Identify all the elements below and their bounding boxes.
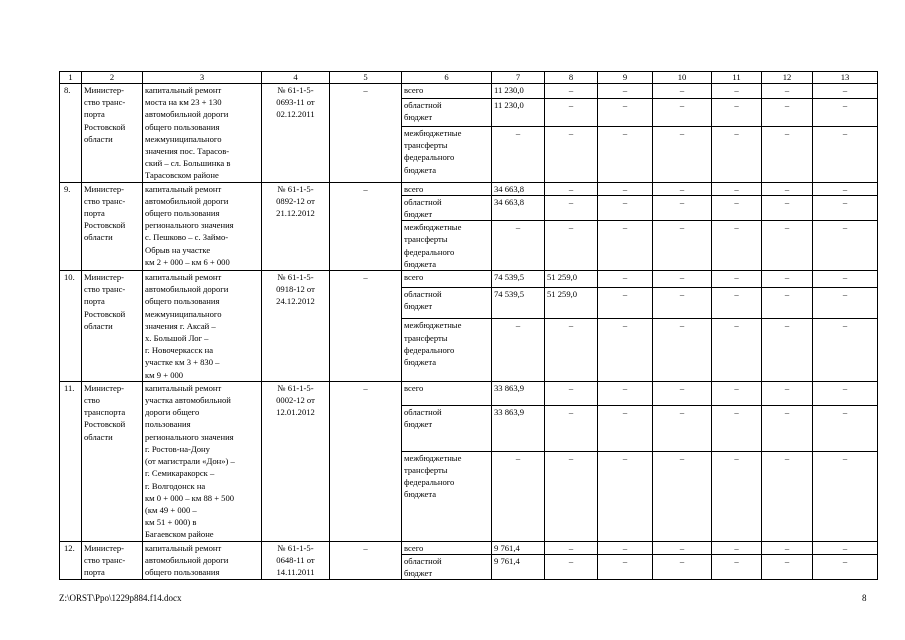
document-line: 0892-12 от — [276, 195, 315, 206]
amount-cell: – — [813, 182, 878, 195]
table-row — [60, 381, 878, 405]
funding-source-line: всего — [404, 85, 424, 95]
work-line: с. Пешково – с. Займо- — [145, 232, 229, 243]
work-line: регионального значения — [145, 431, 234, 442]
ministry-cell — [82, 381, 143, 541]
work-line: Тарасовском районе — [145, 170, 219, 181]
ministry-line: ство — [84, 395, 100, 406]
amount-cell: 34 663,8 — [492, 182, 545, 195]
work-line: км 2 + 000 – км 6 + 000 — [145, 256, 230, 267]
amount-cell: – — [492, 319, 545, 381]
column-number-cell: 12 — [762, 72, 813, 84]
ministry-line: транспорта — [84, 407, 126, 418]
work-line: участка автомобильной — [145, 395, 231, 406]
work-description-cell — [143, 541, 262, 580]
amount-cell: – — [813, 451, 878, 541]
amount-cell: – — [545, 182, 598, 195]
amount-cell: – — [712, 221, 762, 271]
funding-source-cell — [402, 84, 492, 99]
funding-source-line: областной — [404, 406, 442, 417]
amount-cell: – — [712, 319, 762, 381]
column-number-row — [60, 72, 878, 84]
item-number-cell: 9. — [60, 182, 82, 270]
funding-source-line: трансферты — [404, 332, 448, 343]
column-5-cell: – — [330, 541, 402, 580]
ministry-line: области — [84, 431, 113, 442]
amount-cell: – — [653, 287, 712, 319]
funding-source-line: бюджет — [404, 567, 433, 578]
work-line: х. Большой Лог – — [145, 333, 209, 344]
item-number-cell: 10. — [60, 271, 82, 382]
funding-source-cell — [402, 319, 492, 381]
amount-cell: – — [762, 84, 813, 99]
amount-cell: – — [545, 84, 598, 99]
amount-cell: – — [653, 182, 712, 195]
amount-cell: – — [712, 451, 762, 541]
funding-source-cell — [402, 541, 492, 554]
amount-cell: – — [762, 405, 813, 451]
amount-cell: – — [653, 554, 712, 579]
ministry-line: порта — [84, 109, 105, 120]
work-line: общего пользования — [145, 296, 220, 307]
amount-cell: – — [762, 195, 813, 220]
funding-source-cell — [402, 127, 492, 183]
work-description-cell — [143, 271, 262, 382]
amount-cell: – — [762, 541, 813, 554]
amount-cell: – — [653, 195, 712, 220]
funding-source-line: федерального — [404, 344, 455, 355]
work-line: капитальный ремонт — [145, 542, 222, 553]
column-number-cell: 2 — [82, 72, 143, 84]
table-row — [60, 541, 878, 554]
amount-cell: 11 230,0 — [492, 98, 545, 126]
amount-cell: – — [545, 195, 598, 220]
ministry-line: Ростовской — [84, 308, 126, 319]
document-line: № 61-1-5- — [277, 272, 314, 283]
item-number-cell: 8. — [60, 84, 82, 183]
file-path: Z:\ORST\Ppo\1229p884.f14.docx — [59, 593, 182, 603]
column-number-cell: 1 — [60, 72, 82, 84]
work-line: км 9 + 000 — [145, 369, 184, 380]
ministry-line: ство транс- — [84, 195, 126, 206]
document-line: 0693-11 от — [276, 97, 315, 108]
ministry-line: области — [84, 232, 113, 243]
funding-source-cell — [402, 381, 492, 405]
table-row — [60, 84, 878, 99]
work-line: км 51 + 000) в — [145, 517, 197, 528]
document-line: 0648-11 от — [276, 554, 315, 565]
work-line: капитальный ремонт — [145, 272, 222, 283]
work-line: автомобильной дороги — [145, 109, 229, 120]
funding-source-cell — [402, 195, 492, 220]
funding-source-line: бюджет — [404, 418, 433, 429]
amount-cell: – — [545, 319, 598, 381]
work-line: капитальный ремонт — [145, 382, 222, 393]
work-line: участке км 3 + 830 – — [145, 357, 220, 368]
column-number-cell: 3 — [143, 72, 262, 84]
column-number-cell: 7 — [492, 72, 545, 84]
amount-cell: – — [712, 554, 762, 579]
amount-cell: – — [598, 195, 653, 220]
work-line: г. Семикаракорск – — [145, 468, 215, 479]
page-number: 8 — [862, 593, 867, 603]
amount-cell: – — [712, 381, 762, 405]
work-line: общего пользования — [145, 121, 220, 132]
amount-cell: – — [762, 98, 813, 126]
work-line: г. Ростов-на-Дону — [145, 443, 210, 454]
amount-cell: – — [762, 182, 813, 195]
amount-cell: – — [653, 405, 712, 451]
funding-source-cell — [402, 182, 492, 195]
work-line: Багаевском районе — [145, 529, 214, 540]
amount-cell: 74 539,5 — [492, 271, 545, 288]
funding-source-line: бюджета — [404, 489, 437, 500]
work-line: км 0 + 000 – км 88 + 500 — [145, 492, 235, 503]
ministry-line: ство транс- — [84, 284, 126, 295]
ministry-cell — [82, 541, 143, 580]
amount-cell: – — [545, 405, 598, 451]
funding-source-cell — [402, 287, 492, 319]
work-description-cell — [143, 84, 262, 183]
amount-cell: – — [545, 381, 598, 405]
amount-cell: 33 863,9 — [492, 405, 545, 451]
amount-cell: – — [545, 98, 598, 126]
work-line: (км 49 + 000 – — [145, 504, 197, 515]
amount-cell: – — [653, 319, 712, 381]
amount-cell: – — [762, 127, 813, 183]
funding-source-line: бюджет — [404, 300, 433, 311]
work-line: капитальный ремонт — [145, 85, 222, 95]
table-body — [60, 72, 878, 580]
funding-source-line: трансферты — [404, 464, 448, 475]
amount-cell: – — [545, 554, 598, 579]
amount-cell: – — [492, 451, 545, 541]
column-number-cell: 13 — [813, 72, 878, 84]
funding-source-line: федерального — [404, 246, 455, 257]
funding-source-line: трансферты — [404, 234, 448, 245]
funding-source-line: федерального — [404, 476, 455, 487]
column-5-cell: – — [330, 182, 402, 270]
work-line: межмуниципального — [145, 133, 222, 144]
amount-cell: – — [813, 319, 878, 381]
work-line: значения г. Аксай – — [145, 320, 216, 331]
amount-cell: – — [712, 271, 762, 288]
amount-cell: – — [598, 554, 653, 579]
amount-cell: – — [598, 127, 653, 183]
amount-cell: – — [598, 98, 653, 126]
amount-cell: – — [545, 221, 598, 271]
amount-cell: – — [712, 195, 762, 220]
amount-cell: 51 259,0 — [545, 287, 598, 319]
ministry-line: Министер- — [84, 272, 124, 283]
work-line: Обрыв на участке — [145, 244, 211, 255]
column-number-cell: 8 — [545, 72, 598, 84]
funding-source-line: всего — [404, 542, 424, 553]
table-row — [60, 182, 878, 195]
document-line: 0002-12 от — [276, 395, 315, 406]
funding-source-cell — [402, 554, 492, 579]
amount-cell: 9 761,4 — [492, 554, 545, 579]
amount-cell: – — [813, 221, 878, 271]
funding-source-line: бюджета — [404, 357, 437, 368]
funding-source-cell — [402, 98, 492, 126]
work-line: значения пос. Тарасов- — [145, 146, 230, 157]
document-line: 02.12.2011 — [276, 109, 315, 120]
funding-source-line: всего — [404, 382, 424, 393]
amount-cell: – — [813, 287, 878, 319]
amount-cell: – — [813, 84, 878, 99]
ministry-line: ство транс- — [84, 554, 126, 565]
column-number-cell: 4 — [262, 72, 330, 84]
funding-source-line: трансферты — [404, 140, 448, 151]
column-5-cell: – — [330, 271, 402, 382]
ministry-line: области — [84, 133, 113, 144]
ministry-line: порта — [84, 566, 105, 577]
ministry-line: Министер- — [84, 85, 124, 95]
document-line: 21.12.2012 — [276, 208, 315, 219]
amount-cell: – — [653, 84, 712, 99]
work-line: регионального значения — [145, 220, 234, 231]
column-5-cell: – — [330, 84, 402, 183]
amount-cell: – — [653, 221, 712, 271]
amount-cell: – — [653, 451, 712, 541]
funding-source-line: бюджет — [404, 111, 433, 122]
funding-source-line: областной — [404, 555, 442, 566]
document-line: № 61-1-5- — [277, 183, 314, 194]
ministry-line: порта — [84, 208, 105, 219]
funding-source-cell — [402, 405, 492, 451]
ministry-line: порта — [84, 296, 105, 307]
amount-cell: – — [813, 381, 878, 405]
amount-cell: – — [598, 451, 653, 541]
work-line: моста на км 23 + 130 — [145, 97, 222, 108]
amount-cell: – — [598, 319, 653, 381]
amount-cell: – — [762, 554, 813, 579]
amount-cell: – — [813, 127, 878, 183]
table-row — [60, 271, 878, 288]
ministry-line: Министер- — [84, 382, 124, 393]
amount-cell: – — [598, 221, 653, 271]
amount-cell: – — [653, 127, 712, 183]
amount-cell: – — [813, 271, 878, 288]
work-line: ский – сл. Большинка в — [145, 158, 231, 169]
document-line: № 61-1-5- — [277, 382, 314, 393]
amount-cell: 74 539,5 — [492, 287, 545, 319]
document-line: 12.01.2012 — [276, 407, 315, 418]
document-number-cell — [262, 84, 330, 183]
funding-source-cell — [402, 451, 492, 541]
amount-cell: – — [813, 405, 878, 451]
amount-cell: – — [653, 271, 712, 288]
amount-cell: – — [762, 319, 813, 381]
column-number-cell: 9 — [598, 72, 653, 84]
column-5-cell: – — [330, 381, 402, 541]
document-line: № 61-1-5- — [277, 542, 314, 553]
funding-source-line: областной — [404, 196, 442, 207]
document-number-cell — [262, 182, 330, 270]
document-number-cell — [262, 381, 330, 541]
amount-cell: – — [598, 182, 653, 195]
ministry-line: Ростовской — [84, 220, 126, 231]
funding-source-line: всего — [404, 183, 424, 194]
column-number-cell: 6 — [402, 72, 492, 84]
amount-cell: – — [712, 182, 762, 195]
ministry-line: Ростовской — [84, 419, 126, 430]
work-line: общего пользования — [145, 566, 220, 577]
amount-cell: – — [492, 127, 545, 183]
funding-source-cell — [402, 271, 492, 288]
ministry-line: области — [84, 320, 113, 331]
amount-cell: – — [598, 271, 653, 288]
amount-cell: – — [598, 541, 653, 554]
amount-cell: – — [598, 287, 653, 319]
work-line: (от магистрали «Дон») – — [145, 456, 235, 467]
amount-cell: 11 230,0 — [492, 84, 545, 99]
amount-cell: – — [492, 221, 545, 271]
amount-cell: – — [712, 84, 762, 99]
ministry-line: Ростовской — [84, 121, 126, 132]
funding-source-line: всего — [404, 272, 424, 283]
item-number-cell: 12. — [60, 541, 82, 580]
document-line: 24.12.2012 — [276, 296, 315, 307]
document-line: 0918-12 от — [276, 284, 315, 295]
amount-cell: 34 663,8 — [492, 195, 545, 220]
amount-cell: 33 863,9 — [492, 381, 545, 405]
funding-source-line: областной — [404, 288, 442, 299]
ministry-cell — [82, 182, 143, 270]
ministry-line: ство транс- — [84, 97, 126, 108]
amount-cell: – — [712, 405, 762, 451]
funding-source-line: областной — [404, 99, 442, 110]
amount-cell: – — [813, 195, 878, 220]
ministry-cell — [82, 84, 143, 183]
amount-cell: – — [712, 127, 762, 183]
work-line: г. Новочеркасск на — [145, 345, 214, 356]
funding-source-line: бюджета — [404, 164, 437, 175]
work-line: межмуниципального — [145, 308, 222, 319]
amount-cell: – — [813, 98, 878, 126]
amount-cell: – — [545, 451, 598, 541]
amount-cell: – — [598, 405, 653, 451]
funding-source-line: межбюджетные — [404, 128, 462, 139]
funding-source-line: межбюджетные — [404, 452, 462, 463]
amount-cell: – — [598, 381, 653, 405]
funding-source-line: межбюджетные — [404, 222, 462, 233]
ministry-line: Министер- — [84, 183, 124, 194]
amount-cell: – — [545, 541, 598, 554]
amount-cell: – — [712, 541, 762, 554]
ministry-cell — [82, 271, 143, 382]
item-number-cell: 11. — [60, 381, 82, 541]
work-line: пользования — [145, 419, 191, 430]
amount-cell: – — [813, 554, 878, 579]
amount-cell: – — [545, 127, 598, 183]
work-description-cell — [143, 182, 262, 270]
document-line: № 61-1-5- — [277, 85, 314, 95]
amount-cell: – — [762, 221, 813, 271]
work-line: автомобильной дороги — [145, 195, 229, 206]
document-number-cell — [262, 271, 330, 382]
column-number-cell: 10 — [653, 72, 712, 84]
amount-cell: – — [653, 541, 712, 554]
amount-cell: – — [762, 271, 813, 288]
funding-source-cell — [402, 221, 492, 271]
column-number-cell: 11 — [712, 72, 762, 84]
column-number-cell: 5 — [330, 72, 402, 84]
funding-source-line: федерального — [404, 152, 455, 163]
amount-cell: – — [762, 451, 813, 541]
funding-source-line: межбюджетные — [404, 320, 462, 331]
work-line: общего пользования — [145, 208, 220, 219]
document-number-cell — [262, 541, 330, 580]
work-description-cell — [143, 381, 262, 541]
amount-cell: – — [653, 381, 712, 405]
amount-cell: – — [598, 84, 653, 99]
amount-cell: 9 761,4 — [492, 541, 545, 554]
funding-source-line: бюджета — [404, 258, 437, 269]
work-line: дороги общего — [145, 407, 200, 418]
work-line: г. Волгодонск на — [145, 480, 206, 491]
document-line: 14.11.2011 — [276, 566, 315, 577]
amount-cell: – — [813, 541, 878, 554]
amount-cell: 51 259,0 — [545, 271, 598, 288]
work-line: автомобильной дороги — [145, 554, 229, 565]
program-table — [59, 71, 878, 580]
amount-cell: – — [712, 98, 762, 126]
work-line: автомобильной дороги — [145, 284, 229, 295]
amount-cell: – — [653, 98, 712, 126]
amount-cell: – — [762, 381, 813, 405]
funding-source-line: бюджет — [404, 209, 433, 220]
amount-cell: – — [712, 287, 762, 319]
amount-cell: – — [762, 287, 813, 319]
work-line: капитальный ремонт — [145, 183, 222, 194]
ministry-line: Министер- — [84, 542, 124, 553]
